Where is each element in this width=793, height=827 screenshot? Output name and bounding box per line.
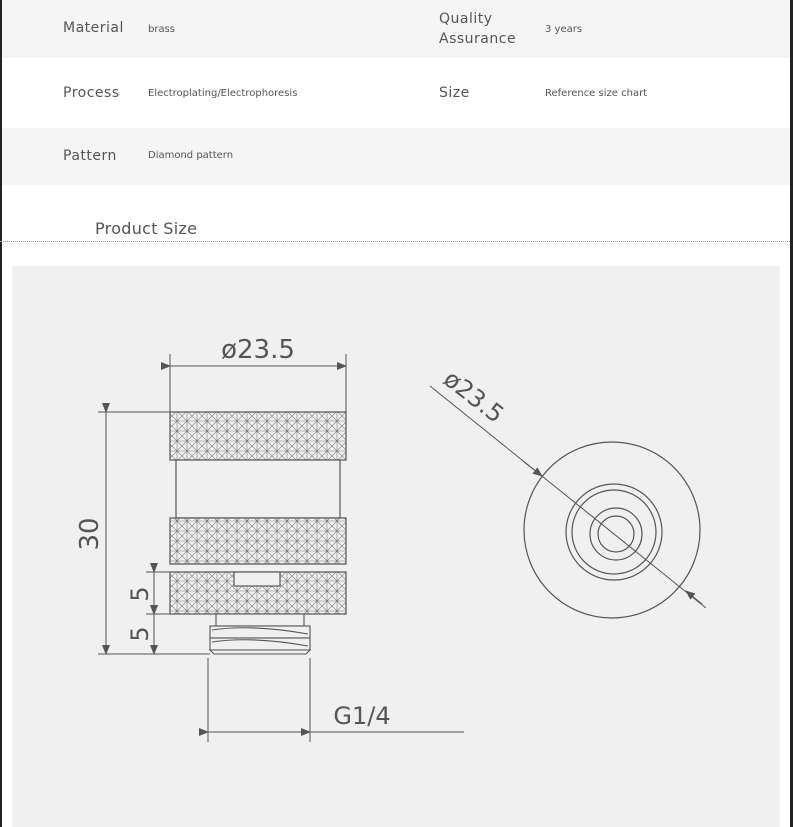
- thread-label: G1/4: [333, 702, 391, 730]
- round-diameter-label: ø23.5: [438, 364, 510, 429]
- body-neck: [176, 460, 340, 518]
- process-label: Process: [63, 85, 120, 101]
- upper-knurl-ring: [170, 412, 346, 460]
- material-value: brass: [148, 24, 176, 35]
- spec-row-pattern: [2, 128, 790, 185]
- size-value: Reference size chart: [545, 88, 648, 99]
- ring-slot: [234, 572, 280, 586]
- ring-height-label-lower: 5: [126, 626, 154, 642]
- quality-label-line2: Assurance: [439, 31, 517, 47]
- top-diameter-label: ø23.5: [221, 335, 295, 365]
- height-label: 30: [75, 517, 105, 551]
- fitting-side-view: [170, 412, 346, 654]
- ring-height-label-upper: 5: [126, 586, 154, 602]
- pattern-value: Diamond pattern: [148, 150, 234, 161]
- size-label: Size: [439, 85, 470, 101]
- dimension-drawing-panel: [12, 266, 780, 827]
- pattern-label: Pattern: [63, 148, 117, 164]
- spec-row-process: [2, 58, 790, 128]
- product-size-heading: Product Size: [95, 219, 198, 238]
- dimension-drawing: [12, 266, 780, 827]
- process-value: Electroplating/Electrophoresis: [148, 88, 298, 99]
- quality-label-line1: Quality: [439, 11, 493, 27]
- spec-row-material: [2, 0, 790, 58]
- section-divider: [0, 241, 790, 242]
- quality-value: 3 years: [545, 24, 583, 35]
- material-label: Material: [63, 20, 124, 36]
- middle-knurl-ring: [170, 518, 346, 564]
- round-diameter-dimension: [430, 386, 706, 608]
- thread-section: [210, 614, 310, 650]
- fitting-top-view: [524, 442, 700, 618]
